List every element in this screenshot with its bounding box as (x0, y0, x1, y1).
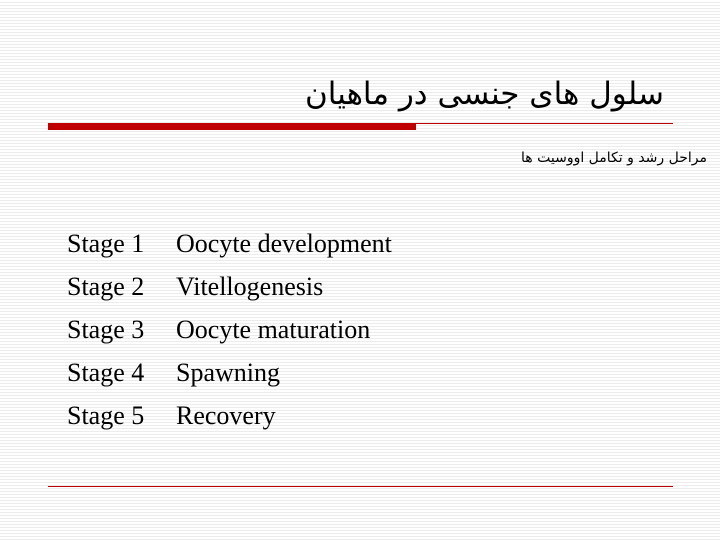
stage-label: Stage 5 (67, 400, 145, 430)
stage-name: Oocyte maturation (176, 314, 371, 344)
stage-name: Recovery (176, 400, 276, 430)
stage-row (67, 351, 392, 394)
stage-label: Stage 2 (67, 271, 145, 301)
stage-label: Stage 1 (67, 228, 145, 258)
stage-label: Stage 3 (67, 314, 145, 344)
footer-divider (48, 486, 673, 487)
stage-row (67, 308, 392, 351)
title-underline-thick (48, 123, 416, 130)
stage-name: Spawning (176, 357, 280, 387)
stage-name: Vitellogenesis (176, 271, 324, 301)
title-underline-thin (416, 123, 673, 124)
stage-name: Oocyte development (176, 228, 392, 258)
slide-subtitle: مراحل رشد و تکامل اووسیت ها (521, 150, 707, 166)
stage-label: Stage 4 (67, 357, 145, 387)
stage-row (67, 222, 392, 265)
slide-title: سلول های جنسی در ماهیان (305, 76, 664, 112)
stage-row (67, 265, 392, 308)
stage-row (67, 394, 392, 437)
stage-list (67, 222, 392, 437)
